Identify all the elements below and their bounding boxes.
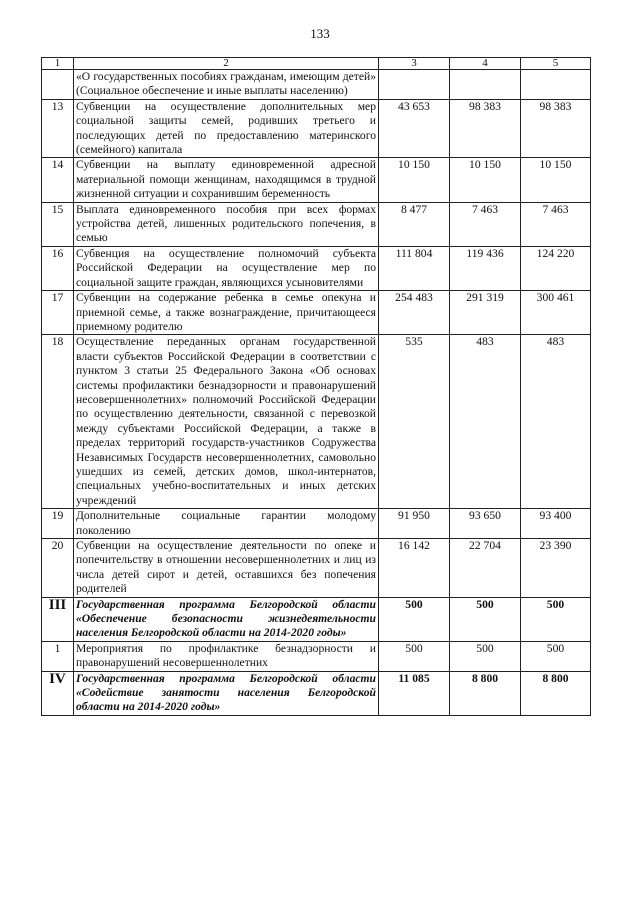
row-number: 20 [42,539,74,598]
table-row [42,671,591,715]
page-number: 133 [310,26,330,41]
row-value-col3: 500 [379,597,450,641]
table-row [42,291,591,335]
row-value-col4: 22 704 [450,539,521,598]
row-value-col5: 483 [521,335,591,509]
row-description: Субвенции на выплату единовременной адресной материальной помощи женщинам, находящимся в трудной жизненной ситуации и сохранившим беременность [74,158,379,202]
row-value-col3: 254 483 [379,291,450,335]
table-row [42,70,591,100]
row-value-col5: 7 463 [521,202,591,246]
column-header-4: 4 [450,58,521,70]
row-value-col3: 16 142 [379,539,450,598]
row-description: Субвенция на осуществление полномочий субъекта Российской Федерации на осуществление мер по социальной защите граждан, являющихся усыновителями [74,246,379,290]
column-header-2: 2 [74,58,379,70]
row-value-col3: 91 950 [379,509,450,539]
row-number: 14 [42,158,74,202]
row-number: 17 [42,291,74,335]
row-number: 18 [42,335,74,509]
row-description: Осуществление переданных органам государственной власти субъектов Российской Федерации в соответствии с пунктом 3 статьи 25 Федерального Закона «Об основах системы профилактики безнадзорности и правонарушений несовершеннолетних» полномочий Российской Федерации по осуществлению деятельности, связанной с перевозкой между субъектами Российской Федерации, а также в пределах территорий государств-участников Содружества Независимых Государств несовершеннолетних, самовольно ушедших из семей, детских домов, школ-интернатов, специальных учебно-воспитательных и иных детских учреждений [74,335,379,509]
row-value-col4: 8 800 [450,671,521,715]
row-number: 15 [42,202,74,246]
table-row [42,246,591,290]
row-value-col4: 7 463 [450,202,521,246]
row-value-col4: 98 383 [450,99,521,158]
row-value-col4: 93 650 [450,509,521,539]
row-value-col5: 500 [521,597,591,641]
row-description: Субвенции на осуществление деятельности по опеке и попечительству в отношении несовершеннолетних и лиц из числа детей сирот и детей, оставшихся без попечения родителей [74,539,379,598]
row-value-col3: 535 [379,335,450,509]
row-number: 19 [42,509,74,539]
budget-table [41,57,591,716]
row-value-col4: 119 436 [450,246,521,290]
row-number: III [42,597,74,641]
row-value-col5: 300 461 [521,291,591,335]
table-row [42,335,591,509]
row-description: Субвенции на содержание ребенка в семье опекуна и приемной семье, а также вознаграждение, причитающееся приемному родителю [74,291,379,335]
row-value-col4: 500 [450,597,521,641]
table-header-row [42,58,591,70]
row-number: 13 [42,99,74,158]
row-number: 1 [42,641,74,671]
row-value-col5: 8 800 [521,671,591,715]
row-value-col3: 111 804 [379,246,450,290]
row-description: Субвенции на осуществление дополнительных мер социальной защиты семей, родивших третьего и последующих детей по предоставлению материнского (семейного) капитала [74,99,379,158]
row-value-col4: 10 150 [450,158,521,202]
row-description: Дополнительные социальные гарантии молодому поколению [74,509,379,539]
row-number [42,70,74,100]
row-value-col3: 500 [379,641,450,671]
row-value-col5: 98 383 [521,99,591,158]
row-value-col3: 11 085 [379,671,450,715]
row-value-col3: 43 653 [379,99,450,158]
row-value-col5: 93 400 [521,509,591,539]
column-header-1: 1 [42,58,74,70]
table-row [42,202,591,246]
table-row [42,158,591,202]
table-row [42,641,591,671]
row-value-col3: 10 150 [379,158,450,202]
row-description: Выплата единовременного пособия при всех формах устройства детей, лишенных родительского попечения, в семью [74,202,379,246]
row-value-col5: 500 [521,641,591,671]
row-number: 16 [42,246,74,290]
column-header-5: 5 [521,58,591,70]
row-value-col5: 10 150 [521,158,591,202]
column-header-3: 3 [379,58,450,70]
row-value-col4: 500 [450,641,521,671]
row-value-col4: 291 319 [450,291,521,335]
table-row [42,539,591,598]
row-description: Государственная программа Белгородской области «Обеспечение безопасности жизнедеятельности населения Белгородской области на 2014-2020 годы» [74,597,379,641]
table-row [42,99,591,158]
row-description: Государственная программа Белгородской области «Содействие занятости населения Белгородской области на 2014-2020 годы» [74,671,379,715]
table-row [42,509,591,539]
row-value-col3 [379,70,450,100]
row-description: «О государственных пособиях гражданам, имеющим детей» (Социальное обеспечение и иные выплаты населению) [74,70,379,100]
row-description: Мероприятия по профилактике безнадзорности и правонарушений несовершеннолетних [74,641,379,671]
row-value-col4: 483 [450,335,521,509]
row-value-col5: 23 390 [521,539,591,598]
row-value-col3: 8 477 [379,202,450,246]
row-value-col5 [521,70,591,100]
row-number: IV [42,671,74,715]
table-row [42,597,591,641]
row-value-col5: 124 220 [521,246,591,290]
row-value-col4 [450,70,521,100]
